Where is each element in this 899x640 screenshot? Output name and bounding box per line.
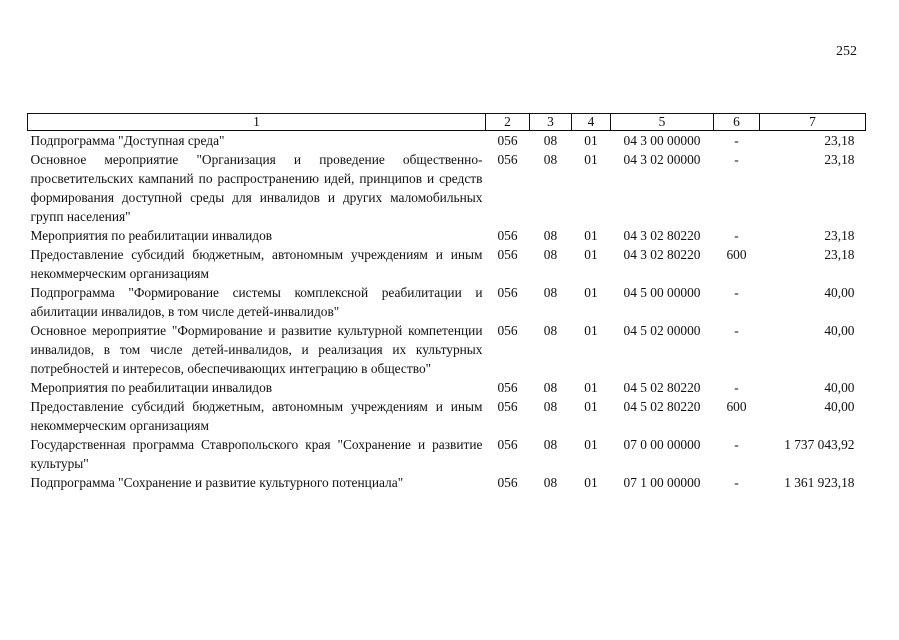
- row-subsection-code: 01: [584, 152, 598, 167]
- row-subsection-code: 01: [584, 323, 598, 338]
- row-name: Подпрограмма "Сохранение и развитие культурного потенциала": [30, 475, 404, 490]
- row-name: Предоставление субсидий бюджетным, автономным учреждениям и иным некоммерческим организациям: [30, 247, 483, 281]
- row-section-code: 08: [543, 285, 558, 300]
- row-expense-type: 600: [726, 399, 747, 414]
- budget-table: [27, 113, 866, 492]
- row-amount: 23,18: [824, 133, 855, 148]
- row-subsection-code: 01: [584, 285, 598, 300]
- table-row: [28, 435, 866, 473]
- row-expense-type: -: [734, 133, 739, 148]
- header-col-4: 4: [572, 114, 611, 131]
- table-row: [28, 131, 866, 151]
- row-name: Основное мероприятие "Формирование и развитие культурной компетенции инвалидов, в том числе детей-инвалидов, и реализация их культурных потребностей и интересов, обеспечивающих интеграцию в общество": [30, 323, 483, 376]
- table-row: [28, 283, 866, 321]
- header-col-3: 3: [530, 114, 572, 131]
- row-expense-type: -: [734, 152, 739, 167]
- row-amount: 1 361 923,18: [784, 475, 855, 490]
- row-subsection-code: 01: [584, 380, 598, 395]
- row-target-article: 07 1 00 00000: [623, 475, 701, 490]
- row-expense-type: -: [734, 228, 739, 243]
- header-col-6: 6: [714, 114, 760, 131]
- row-amount: 40,00: [824, 285, 855, 300]
- row-name: Мероприятия по реабилитации инвалидов: [30, 228, 273, 243]
- row-section-code: 08: [543, 152, 558, 167]
- row-name: Подпрограмма "Доступная среда": [30, 133, 225, 148]
- row-name: Предоставление субсидий бюджетным, автономным учреждениям и иным некоммерческим организациям: [30, 399, 483, 433]
- row-ministry-code: 056: [497, 380, 518, 395]
- header-col-1: 1: [28, 114, 486, 131]
- row-amount: 40,00: [824, 323, 855, 338]
- row-ministry-code: 056: [497, 152, 518, 167]
- header-col-7: 7: [760, 114, 866, 131]
- row-section-code: 08: [543, 247, 558, 262]
- table-row: [28, 397, 866, 435]
- row-section-code: 08: [543, 399, 558, 414]
- row-target-article: 04 3 02 80220: [623, 228, 701, 243]
- row-amount: 23,18: [824, 152, 855, 167]
- row-ministry-code: 056: [497, 285, 518, 300]
- row-amount: 23,18: [824, 247, 855, 262]
- row-subsection-code: 01: [584, 228, 598, 243]
- row-amount: 40,00: [824, 399, 855, 414]
- row-section-code: 08: [543, 475, 558, 490]
- row-ministry-code: 056: [497, 399, 518, 414]
- row-ministry-code: 056: [497, 475, 518, 490]
- row-target-article: 07 0 00 00000: [623, 437, 701, 452]
- row-section-code: 08: [543, 380, 558, 395]
- row-ministry-code: 056: [497, 133, 518, 148]
- row-name: Основное мероприятие "Организация и проведение общественно-просветительских кампаний по распространению идей, принципов и средств формирования доступной среды для инвалидов и других маломобильных групп населения": [30, 152, 483, 224]
- row-target-article: 04 5 02 00000: [623, 323, 701, 338]
- table-row: [28, 378, 866, 397]
- header-col-5: 5: [611, 114, 714, 131]
- row-target-article: 04 3 00 00000: [623, 133, 701, 148]
- row-target-article: 04 3 02 80220: [623, 247, 701, 262]
- row-subsection-code: 01: [584, 399, 598, 414]
- header-col-2: 2: [486, 114, 530, 131]
- row-subsection-code: 01: [584, 437, 598, 452]
- row-name: Подпрограмма "Формирование системы комплексной реабилитации и абилитации инвалидов, в том числе детей-инвалидов": [30, 285, 483, 319]
- row-target-article: 04 5 02 80220: [623, 399, 701, 414]
- row-subsection-code: 01: [584, 475, 598, 490]
- header-row: [28, 114, 866, 131]
- row-expense-type: -: [734, 380, 739, 395]
- row-ministry-code: 056: [497, 323, 518, 338]
- row-ministry-code: 056: [497, 247, 518, 262]
- row-expense-type: -: [734, 475, 739, 490]
- page-number: 252: [836, 44, 857, 59]
- row-section-code: 08: [543, 133, 558, 148]
- table-row: [28, 150, 866, 226]
- row-target-article: 04 5 02 80220: [623, 380, 701, 395]
- row-name: Государственная программа Ставропольского края "Сохранение и развитие культуры": [30, 437, 483, 471]
- row-name: Мероприятия по реабилитации инвалидов: [30, 380, 273, 395]
- row-ministry-code: 056: [497, 228, 518, 243]
- row-expense-type: -: [734, 285, 739, 300]
- row-target-article: 04 5 00 00000: [623, 285, 701, 300]
- table-row: [28, 226, 866, 245]
- row-amount: 1 737 043,92: [784, 437, 855, 452]
- row-subsection-code: 01: [584, 247, 598, 262]
- row-expense-type: -: [734, 437, 739, 452]
- row-target-article: 04 3 02 00000: [623, 152, 701, 167]
- row-amount: 23,18: [824, 228, 855, 243]
- row-expense-type: -: [734, 323, 739, 338]
- row-subsection-code: 01: [584, 133, 598, 148]
- row-section-code: 08: [543, 228, 558, 243]
- row-amount: 40,00: [824, 380, 855, 395]
- table-row: [28, 473, 866, 492]
- row-section-code: 08: [543, 323, 558, 338]
- row-section-code: 08: [543, 437, 558, 452]
- row-ministry-code: 056: [497, 437, 518, 452]
- table-row: [28, 245, 866, 283]
- row-expense-type: 600: [726, 247, 747, 262]
- table-row: [28, 321, 866, 378]
